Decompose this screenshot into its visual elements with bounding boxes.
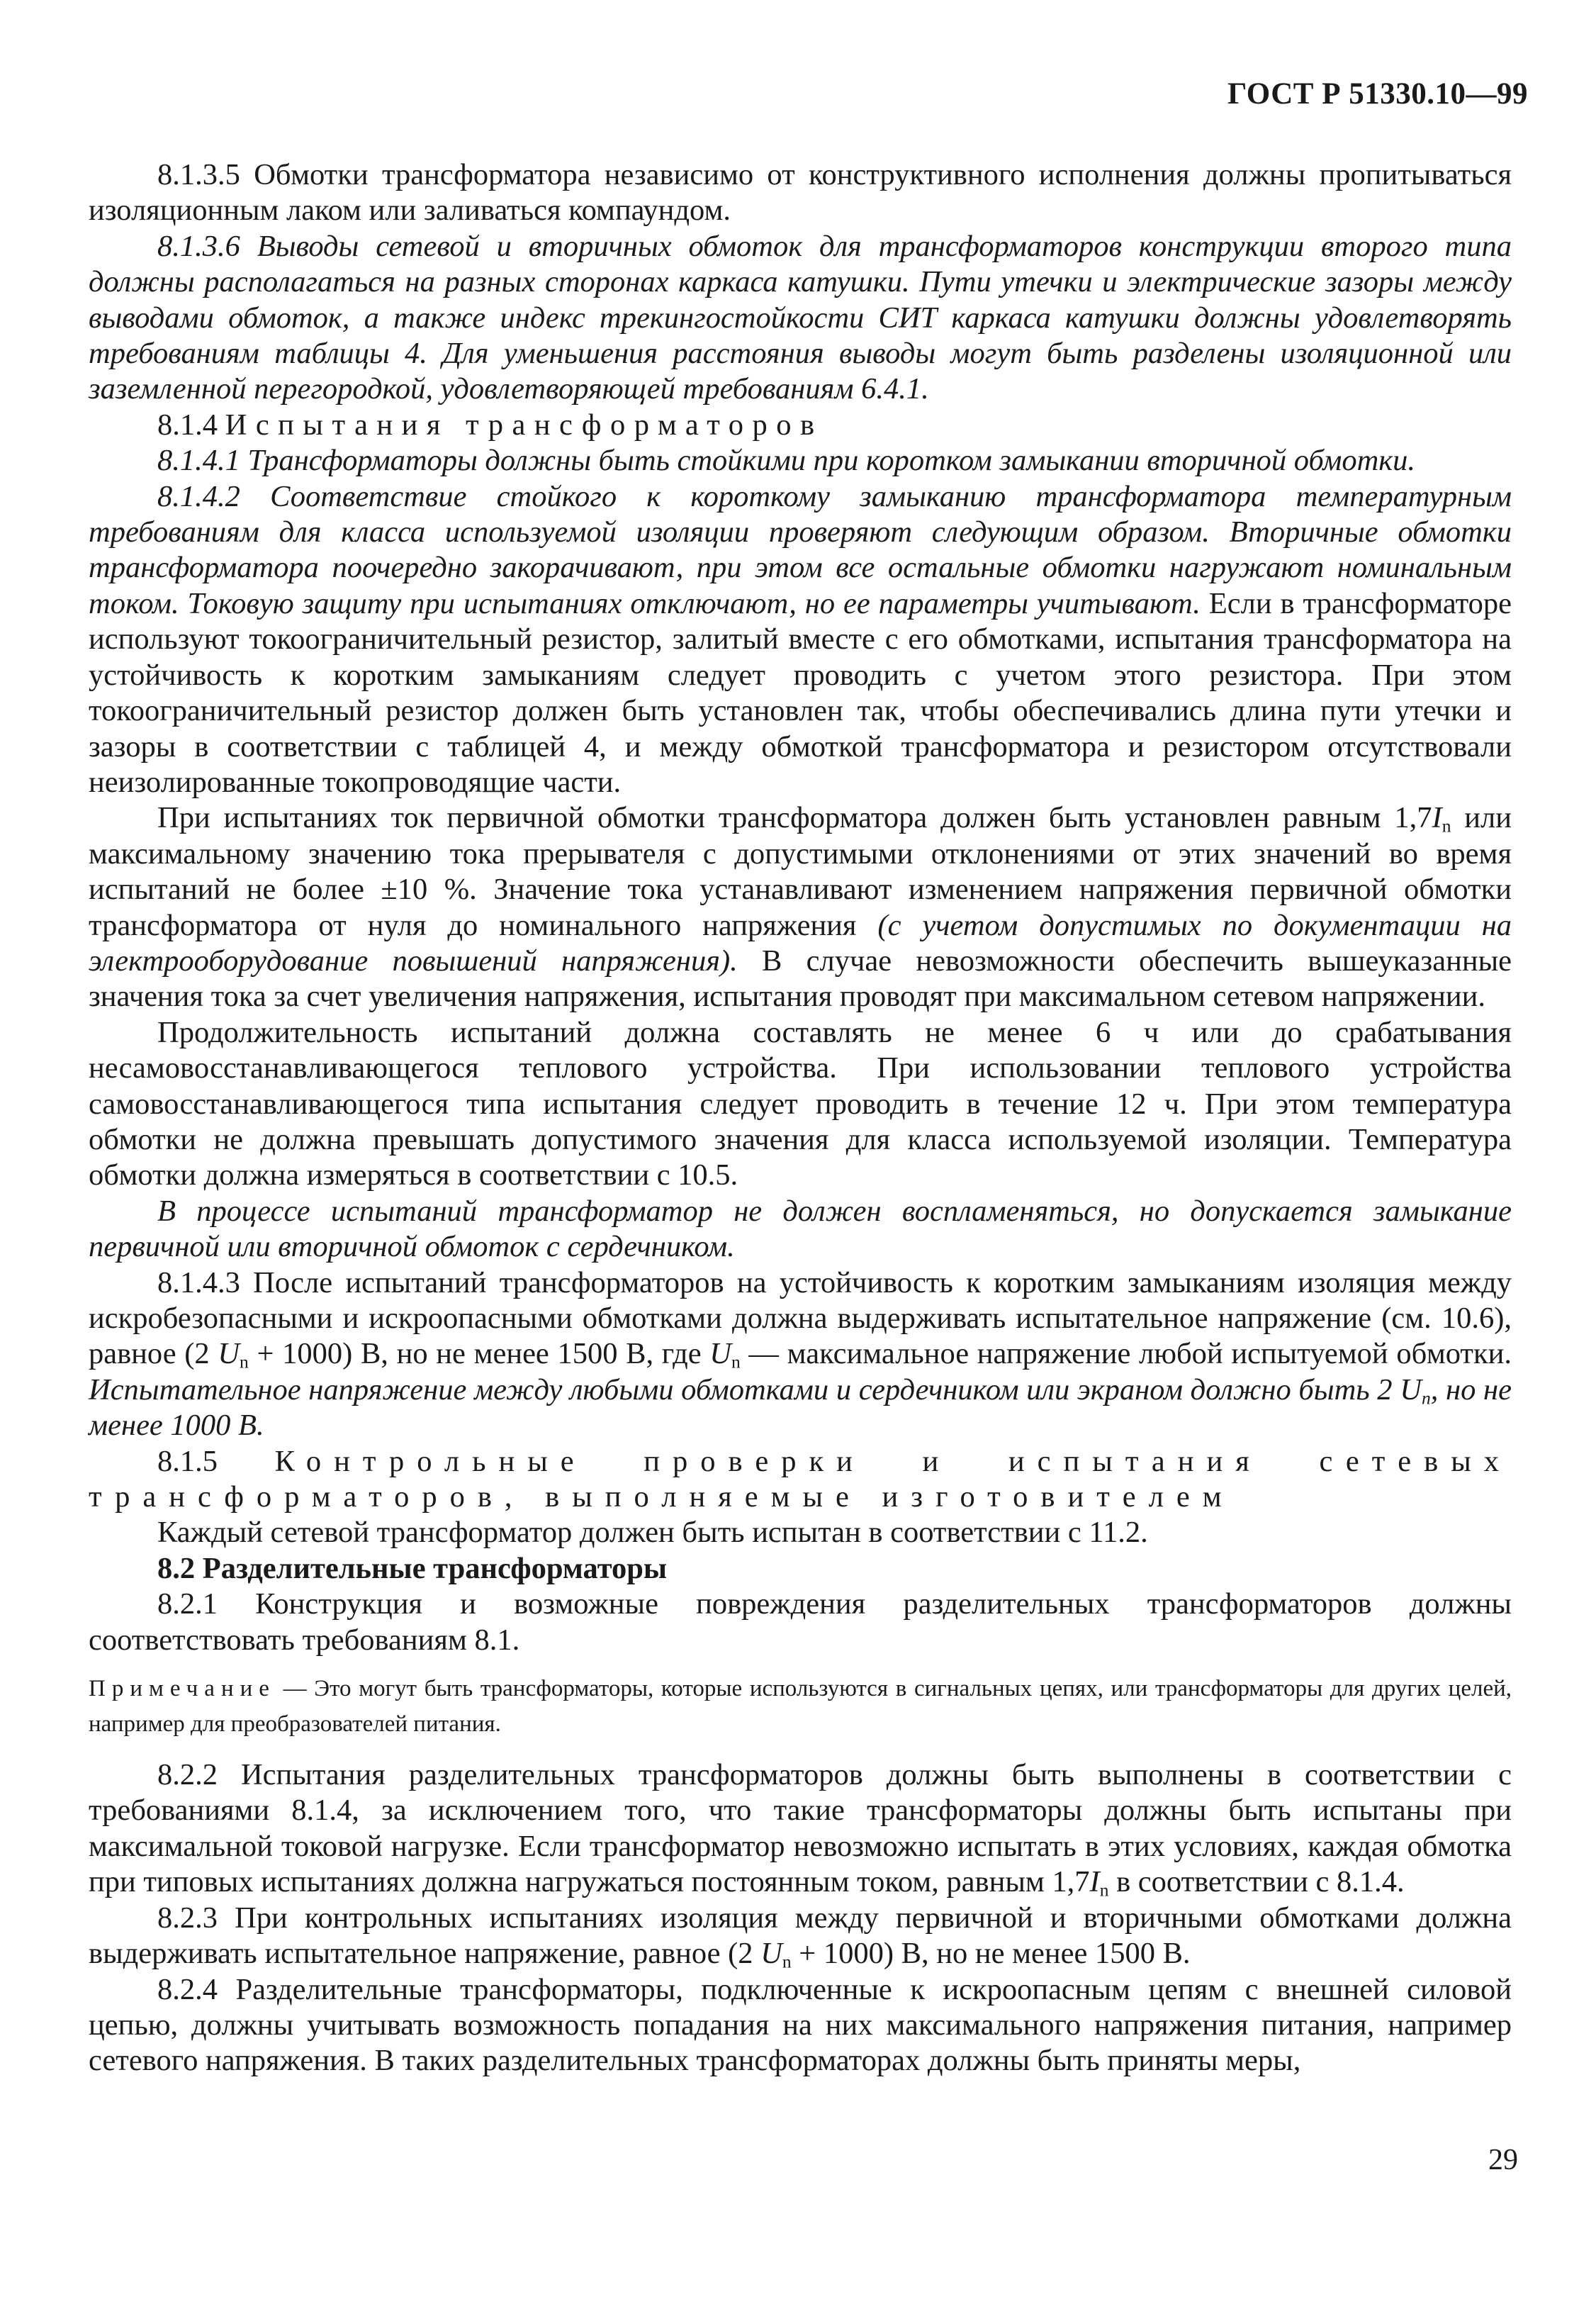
- text-fragment: + 1000) В, но не менее 1500 В.: [791, 1937, 1191, 1971]
- heading-8-2: 8.2 Разделительные трансформаторы: [157, 1551, 668, 1585]
- clause-8-1-4-2-regular: Если в трансформаторе используют токоограничительный резистор, залитый вместе с его обмотками, испытания трансформатора на устойчивость к коротким замыканиям следует проводить с учетом этого резистора. При этом токоограничительный резистор должен быть установлен так, чтобы обеспечивались длина пути утечки и зазоры в соответствии с таблицей 4, и между обмоткой трансформатора и резистором отсутствовали неизолированные токопроводящие части.: [89, 586, 1512, 799]
- clause-8-1-4-2: [89, 479, 1512, 801]
- symbol-i: I: [1089, 1865, 1100, 1899]
- subscript-n: n: [1099, 1879, 1109, 1901]
- text-fragment: 8.1.4.3 После испытаний трансформаторов на устойчивость к коротким замыканиям изоляция между искробезопасными и искроопасными обмотками должна выдерживать испытательное напряжение (см. 10.6), равное (2: [89, 1265, 1512, 1371]
- subscript-n: n: [782, 1951, 792, 1972]
- text-fragment: или максимальному значению тока прерывателя с допустимыми отклонениями от этих значений во время испытаний не более ±10 %. Значение тока устанавливают изменением напряжения первичной обмотки трансформатора от нуля до номинального напряжения: [89, 801, 1512, 942]
- clause-8-1-3-6: 8.1.3.6 Выводы сетевой и вторичных обмоток для трансформаторов конструкции второго типа должны располагаться на разных сторонах каркаса катушки. Пути утечки и электрические зазоры между выводами обмоток, а также индекс трекингостойкости СИТ каркаса катушки должны удовлетворять требованиям таблицы 4. Для уменьшения расстояния выводы могут быть разделены изоляционной или заземленной перегородкой, удовлетворяющей требованиям 6.4.1.: [89, 229, 1512, 406]
- clause-8-1-4-2-italic: 8.1.4.2 Соответствие стойкого к короткому замыканию трансформатора температурным требованиям для класса используемой изоляции проверяют следующим образом. Вторичные обмотки трансформатора поочередно закорачивают, при этом все остальные обмотки нагружают номинальным током. Токовую защиту при испытаниях отключают, но ее параметры учитывают.: [89, 479, 1512, 620]
- text-fragment: + 1000) В, но не менее 1500 В, где: [248, 1337, 710, 1371]
- symbol-u: U: [709, 1337, 731, 1371]
- text-fragment: 8.2.3 При контрольных испытаниях изоляция между первичной и вторичными обмотками должна выдерживать испытательное напряжение, равное (2: [89, 1901, 1512, 1971]
- standard-code-header: ГОСТ Р 51330.10—99: [1227, 77, 1528, 111]
- clause-8-2-4: 8.2.4 Разделительные трансформаторы, подключенные к искроопасным цепям с внешней силовой цепью, должны учитывать возможность попадания на них максимального напряжения питания, например сетевого напряжения. В таких разделительных трансформаторах должны быть приняты меры,: [89, 1972, 1512, 2078]
- document-body: [89, 157, 1512, 2079]
- text-fragment: 8.2.2 Испытания разделительных трансформаторов должны быть выполнены в соответствии с требованиями 8.1.4, за исключением того, что такие трансформаторы должны быть испытаны при максимальной токовой нагрузке. Если трансформатор невозможно испытать в этих условиях, каждая обмотка при типовых испытаниях должна нагружаться постоянным током, равным 1,7: [89, 1758, 1512, 1899]
- symbol-i: I: [1432, 801, 1442, 835]
- paragraph-ignition: В процессе испытаний трансформатор не должен воспламеняться, но допускается замыкание первичной или вторичной обмоток с сердечником.: [89, 1194, 1512, 1264]
- text-fragment-italic: (с учетом допустимых по документации на электрооборудование повышений напряжения).: [89, 908, 1512, 978]
- symbol-u: U: [1400, 1372, 1422, 1406]
- clause-8-2-2: [89, 1757, 1512, 1901]
- clause-8-1-4-3: [89, 1265, 1512, 1444]
- text-fragment-italic: , но не менее 1000 В.: [89, 1372, 1512, 1443]
- symbol-u: U: [218, 1337, 240, 1371]
- heading-8-1-5-number: 8.1.5: [157, 1444, 218, 1478]
- heading-8-1-5: [89, 1444, 1512, 1516]
- note-label: Примечание: [89, 1676, 276, 1702]
- note-text: — Это могут быть трансформаторы, которые используются в сигнальных цепях, или трансформаторы для других целей, например для преобразователей питания.: [89, 1676, 1512, 1738]
- paragraph-test-duration: Продолжительность испытаний должна составлять не менее 6 ч или до срабатывания несамовосстанавливающегося теплового устройства. При использовании теплового устройства самовосстанавливающегося типа испытания следует проводить в течение 12 ч. При этом температура обмотки не должна превышать допустимого значения для класса используемой изоляции. Температура обмотки должна измеряться в соответствии с 10.5.: [89, 1015, 1512, 1192]
- text-fragment: — максимальное напряжение любой испытуемой обмотки.: [740, 1337, 1512, 1371]
- symbol-u: U: [760, 1937, 782, 1971]
- text-fragment: в соответствии с 8.1.4.: [1108, 1865, 1405, 1899]
- subscript-n: n: [731, 1351, 741, 1372]
- subscript-n: n: [1421, 1387, 1431, 1409]
- clause-8-1-5-text: Каждый сетевой трансформатор должен быть испытан в соответствии с 11.2.: [157, 1516, 1148, 1550]
- clause-8-2-3: [89, 1901, 1512, 1972]
- clause-8-1-3-5: 8.1.3.5 Обмотки трансформатора независимо от конструктивного исполнения должны пропитываться изоляционным лаком или заливаться компаундом.: [89, 158, 1512, 228]
- heading-8-1-4-number: 8.1.4: [157, 408, 218, 442]
- text-fragment: В случае невозможности обеспечить вышеуказанные значения тока за счет увеличения напряжения, испытания проводят при максимальном сетевом напряжении.: [89, 944, 1512, 1014]
- page-number: 29: [1488, 2144, 1518, 2176]
- clause-8-1-4-1: 8.1.4.1 Трансформаторы должны быть стойкими при коротком замыкании вторичной обмотки.: [157, 444, 1416, 478]
- heading-8-1-4: [89, 408, 1512, 443]
- clause-8-2-1: 8.2.1 Конструкция и возможные повреждения разделительных трансформаторов должны соответствовать требованиям 8.1.: [89, 1587, 1512, 1657]
- text-fragment-italic: Испытательное напряжение между любыми обмотками и сердечником или экраном должно быть 2: [89, 1372, 1400, 1406]
- heading-8-1-4-title: Испытания трансформаторов: [225, 408, 824, 442]
- text-fragment: При испытаниях ток первичной обмотки трансформатора должен быть установлен равным 1,7: [157, 801, 1432, 835]
- subscript-n: n: [1442, 815, 1451, 837]
- heading-8-1-5-title: Контрольные проверки и испытания сетевых трансформаторов, выполняемые изготовителем: [89, 1444, 1512, 1514]
- note: [89, 1671, 1512, 1742]
- subscript-n: n: [240, 1351, 249, 1372]
- paragraph-test-current: [89, 800, 1512, 1014]
